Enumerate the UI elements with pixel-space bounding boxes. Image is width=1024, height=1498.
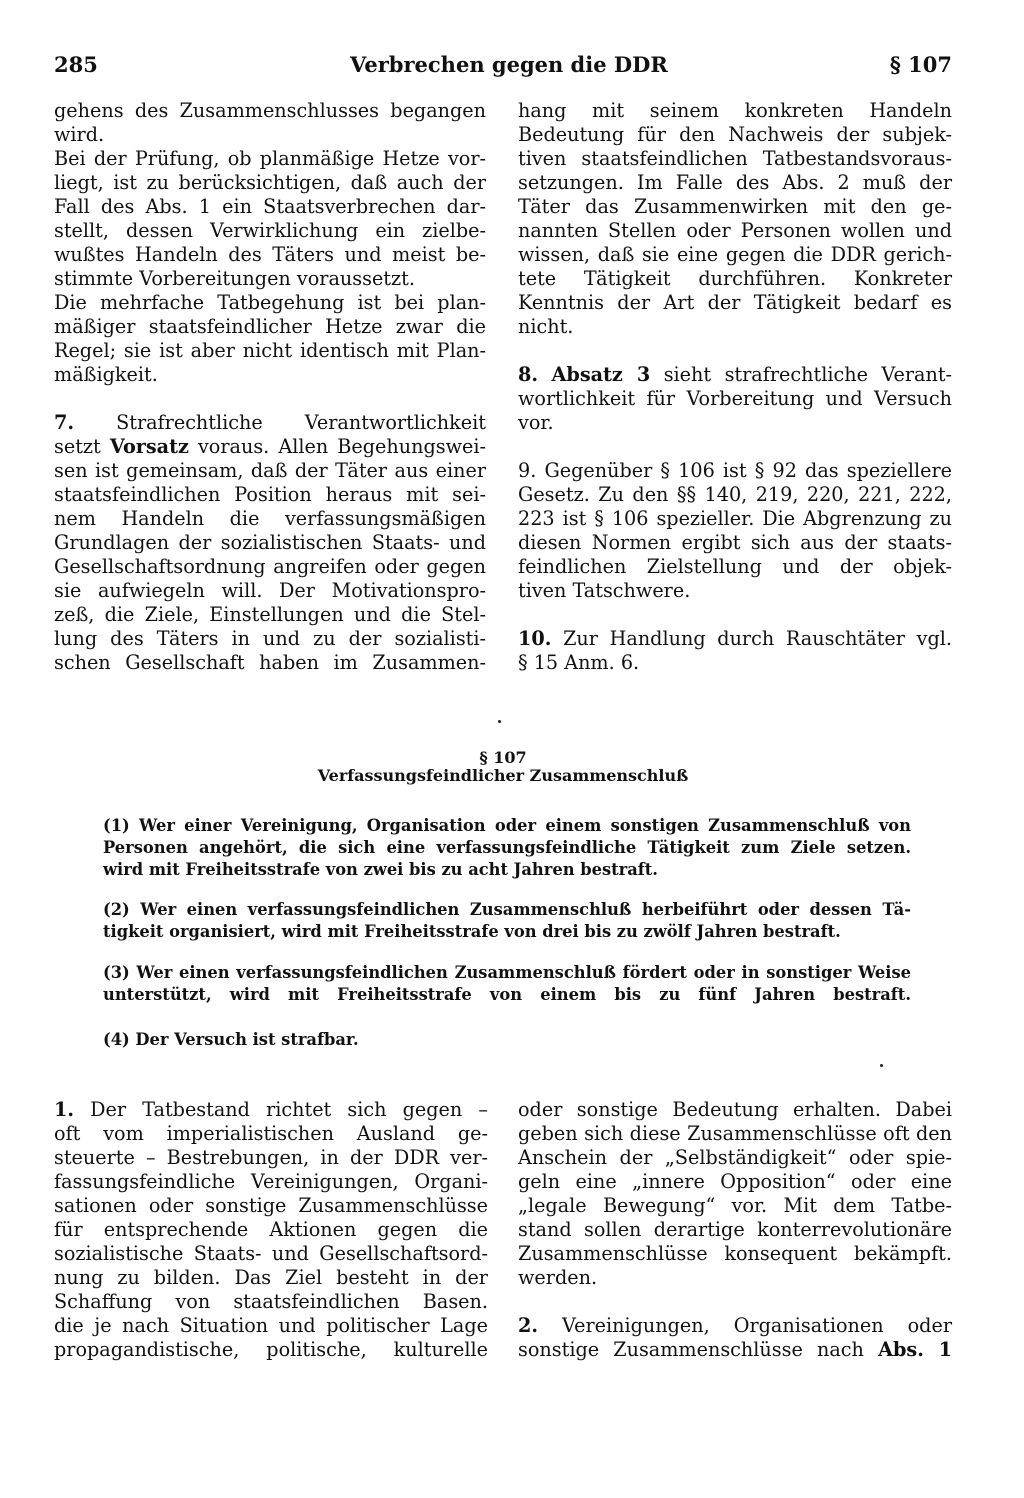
bold-term: Vorsatz xyxy=(109,435,189,458)
note-1-first-line: 1. Der Tatbestand richtet sich gegen – xyxy=(54,1098,488,1121)
text-line: gehens des Zusammenschlusses begangen xyxy=(54,99,486,122)
text-line: sozialistische Staats- und Gesellschaftsord- xyxy=(54,1242,488,1265)
text-line: nung zu bilden. Das Ziel besteht in der xyxy=(54,1266,488,1289)
text-line: sen ist gemeinsam, daß der Täter aus einer xyxy=(54,459,486,482)
statute-paragraph-4 xyxy=(103,1029,911,1051)
running-title: Verbrechen gegen die DDR xyxy=(350,52,668,77)
text-line: nicht. xyxy=(518,315,574,338)
text-line: Regel; sie ist aber nicht identisch mit Plan- xyxy=(54,339,486,362)
text-line: Grundlagen der sozialistischen Staats- und xyxy=(54,531,486,554)
text-line: wissen, daß sie eine gegen die DDR gerich- xyxy=(518,243,952,266)
text-line: Zusammenschlüsse konsequent bekämpft. xyxy=(518,1242,952,1265)
statute-line: (1) Wer einer Vereinigung, Organisation oder einem sonstigen Zusammenschluß von xyxy=(103,816,911,835)
statute-line: unterstützt, wird mit Freiheitsstrafe von einem bis zu fünf Jahren bestraft. xyxy=(103,985,911,1004)
text-line: Fall des Abs. 1 ein Staatsverbrechen dar- xyxy=(54,195,486,218)
text-line: propagandistische, politische, kulturelle xyxy=(54,1338,488,1361)
text-line: zeß, die Ziele, Einstellungen und die Stel- xyxy=(54,603,486,626)
text-line: Bei der Prüfung, ob planmäßige Hetze vor- xyxy=(54,147,486,170)
section-title: Verfassungsfeindlicher Zusammenschluß xyxy=(317,766,689,785)
text-line: sie aufwiegeln will. Der Motivationspro- xyxy=(54,579,486,602)
text-line: Bedeutung für den Nachweis der subjek- xyxy=(518,123,952,146)
commentary-column-right-bottom xyxy=(518,1098,952,1362)
statute-line: Personen angehört, die sich eine verfassungsfeindliche Tätigkeit zum Ziele setzen. xyxy=(103,838,911,857)
text-line: wußtes Handeln des Täters und meist be- xyxy=(54,243,486,266)
text-line: steuerte – Bestrebungen, in der DDR ver- xyxy=(54,1146,488,1169)
note-number: 8. xyxy=(518,363,539,386)
text-line: sonstige Zusammenschlüsse nach Abs. 1 xyxy=(518,1338,952,1361)
text-line: schen Gesellschaft haben im Zusammen- xyxy=(54,651,486,674)
statute-paragraph-1 xyxy=(103,815,911,881)
text-line: 223 ist § 106 spezieller. Die Abgrenzung zu xyxy=(518,507,952,530)
section-number: § 107 xyxy=(479,748,527,767)
text-line: liegt, ist zu berücksichtigen, daß auch der xyxy=(54,171,486,194)
commentary-column-left-top xyxy=(54,99,486,675)
note-number: 10. xyxy=(518,627,552,650)
text-line: staatsfeindlichen Position heraus mit sei- xyxy=(54,483,486,506)
text-line: sationen oder sonstige Zusammenschlüsse xyxy=(54,1194,488,1217)
text-line: Die mehrfache Tatbegehung ist bei plan- xyxy=(54,291,486,314)
text-line: tiven staatsfeindlichen Tatbestandsvoraus- xyxy=(518,147,952,170)
text-line: Anschein der „Selbständigkeit“ oder spie- xyxy=(518,1146,952,1169)
text-line: wird. xyxy=(54,123,105,146)
page-number: 285 xyxy=(54,52,98,77)
text-line: für entsprechende Aktionen gegen die xyxy=(54,1218,488,1241)
text-line: mäßigkeit. xyxy=(54,363,158,386)
text-line: nem Handeln die verfassungsmäßigen xyxy=(54,507,486,530)
note-number: 1. xyxy=(54,1098,75,1121)
statute-line: wird mit Freiheitsstrafe von zwei bis zu acht Jahren bestraft. xyxy=(103,860,658,879)
text-line: § 15 Anm. 6. xyxy=(518,651,640,674)
text-line: Täter das Zusammenwirken mit den ge- xyxy=(518,195,952,218)
note-2-first-line: 2. Vereinigungen, Organisationen oder xyxy=(518,1314,952,1337)
text-line: geln eine „innere Opposition“ oder eine xyxy=(518,1170,952,1193)
text-line: lung des Täters in und zu der sozialisti- xyxy=(54,627,486,650)
text-line: wortlichkeit für Vorbereitung und Versuch xyxy=(518,387,952,410)
text-line: tete Tätigkeit durchführen. Konkreter xyxy=(518,267,952,290)
text-line: oder sonstige Bedeutung erhalten. Dabei xyxy=(518,1098,952,1121)
text-line: setzungen. Im Falle des Abs. 2 muß der xyxy=(518,171,952,194)
text-line: stand sollen derartige konterrevolutionäre xyxy=(518,1218,952,1241)
text-line: nannten Stellen oder Personen wollen und xyxy=(518,219,952,242)
statute-line: (3) Wer einen verfassungsfeindlichen Zusammenschluß fördert oder in sonstiger Weise xyxy=(103,963,911,982)
text-line: stimmte Vorbereitungen voraussetzt. xyxy=(54,267,415,290)
note-9-first-line: 9. Gegenüber § 106 ist § 92 das speziellere xyxy=(518,459,952,482)
text-line: die je nach Situation und politischer Lage xyxy=(54,1314,488,1337)
print-speck xyxy=(880,1064,883,1067)
text-line: „legale Bewegung“ vor. Mit dem Tatbe- xyxy=(518,1194,952,1217)
text-line: Gesellschaftsordnung angreifen oder gegen xyxy=(54,555,486,578)
note-8-first-line: 8. Absatz 3 sieht strafrechtliche Verant- xyxy=(518,363,953,386)
text-line: setzt Vorsatz voraus. Allen Begehungswei- xyxy=(54,435,486,458)
text-line: fassungsfeindliche Vereinigungen, Organi- xyxy=(54,1170,488,1193)
statute-line: (4) Der Versuch ist strafbar. xyxy=(103,1030,359,1049)
text-line: diesen Normen ergibt sich aus der staats- xyxy=(518,531,952,554)
commentary-column-right-top xyxy=(518,99,952,675)
text-line: vor. xyxy=(518,411,554,434)
bold-term: Absatz 3 xyxy=(551,363,651,386)
paragraph-reference: § 107 xyxy=(889,52,952,77)
text-line: werden. xyxy=(518,1266,598,1289)
running-header xyxy=(54,50,952,86)
text-line: tiven Tatschwere. xyxy=(518,579,691,602)
note-7-first-line: 7. Strafrechtliche Verantwortlichkeit xyxy=(54,411,486,434)
note-number: 7. xyxy=(54,411,75,434)
statute-paragraph-2 xyxy=(103,899,911,943)
commentary-column-left-bottom xyxy=(54,1098,488,1362)
text-line: mäßiger staatsfeindlicher Hetze zwar die xyxy=(54,315,486,338)
text-line: feindlichen Zielstellung und der objek- xyxy=(518,555,952,578)
bold-term: Abs. 1 xyxy=(878,1338,952,1361)
statute-paragraph-3 xyxy=(103,962,911,1006)
text-line: geben sich diese Zusammenschlüsse oft den xyxy=(518,1122,952,1145)
statute-line: (2) Wer einen verfassungsfeindlichen Zusammenschluß herbeiführt oder dessen Tä- xyxy=(103,900,911,919)
statute-line: tigkeit organisiert, wird mit Freiheitsstrafe von drei bis zu zwölf Jahren bestraft. xyxy=(103,922,841,941)
text-line: Gesetz. Zu den §§ 140, 219, 220, 221, 222, xyxy=(518,483,952,506)
note-10-first-line: 10. Zur Handlung durch Rauschtäter vgl. xyxy=(518,627,952,650)
print-speck xyxy=(498,720,501,723)
text-line: Schaffung von staatsfeindlichen Basen. xyxy=(54,1290,488,1313)
text-line: hang mit seinem konkreten Handeln xyxy=(518,99,952,122)
note-number: 2. xyxy=(518,1314,539,1337)
text-line: Kenntnis der Art der Tätigkeit bedarf es xyxy=(518,291,952,314)
text-line: oft vom imperialistischen Ausland ge- xyxy=(54,1122,488,1145)
text-line: stellt, dessen Verwirklichung ein zielbe- xyxy=(54,219,486,242)
